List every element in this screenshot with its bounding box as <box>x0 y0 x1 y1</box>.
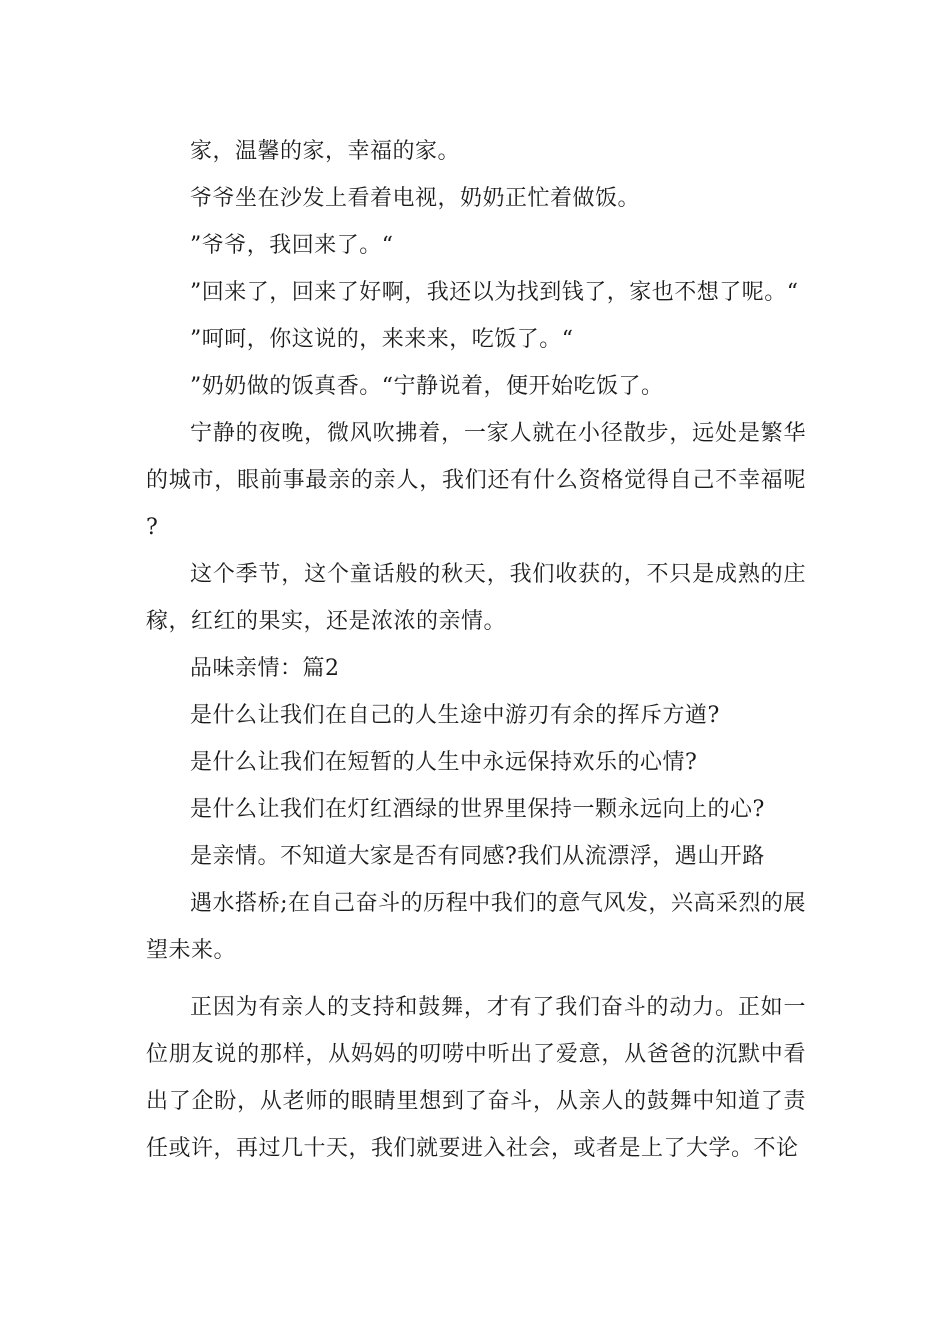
paragraph-7: 宁静的夜晚，微风吹拂着，一家人就在小径散步，远处是繁华的城市，眼前事最亲的亲人，我们还有什么资格觉得自己不幸福呢? <box>146 421 806 540</box>
body-text <box>146 128 806 1172</box>
paragraph-5: ”呵呵，你这说的，来来来，吃饭了。“ <box>190 327 574 352</box>
paragraph-13: 是亲情。不知道大家是否有同感?我们从流漂浮，遇山开路 <box>190 844 765 869</box>
paragraph-3: ”爷爷，我回来了。“ <box>190 233 394 258</box>
paragraph-12: 是什么让我们在灯红酒绿的世界里保持一颗永远向上的心? <box>190 797 765 822</box>
paragraph-6: ”奶奶做的饭真香。“宁静说着，便开始吃饭了。 <box>190 374 664 399</box>
paragraph-2: 爷爷坐在沙发上看着电视，奶奶正忙着做饭。 <box>190 186 641 211</box>
paragraph-1: 家，温馨的家，幸福的家。 <box>190 139 461 164</box>
paragraph-8: 这个季节，这个童话般的秋天，我们收获的，不只是成熟的庄稼，红红的果实，还是浓浓的亲情。 <box>146 562 806 634</box>
paragraph-14: 遇水搭桥;在自己奋斗的历程中我们的意气风发，兴高采烈的展望未来。 <box>146 891 806 963</box>
section-heading: 品味亲情：篇2 <box>190 656 340 681</box>
paragraph-10: 是什么让我们在自己的人生途中游刃有余的挥斥方遒? <box>190 703 720 728</box>
paragraph-4: ”回来了，回来了好啊，我还以为找到钱了，家也不想了呢。“ <box>190 280 799 305</box>
paragraph-15: 正因为有亲人的支持和鼓舞，才有了我们奋斗的动力。正如一位朋友说的那样，从妈妈的叨唠中听出了爱意，从爸爸的沉默中看出了企盼，从老师的眼睛里想到了奋斗，从亲人的鼓舞中知道了责任或许，再过几十天，我们就要进入社会，或者是上了大学。不论 <box>146 995 806 1161</box>
paragraph-11: 是什么让我们在短暂的人生中永远保持欢乐的心情? <box>190 750 698 775</box>
